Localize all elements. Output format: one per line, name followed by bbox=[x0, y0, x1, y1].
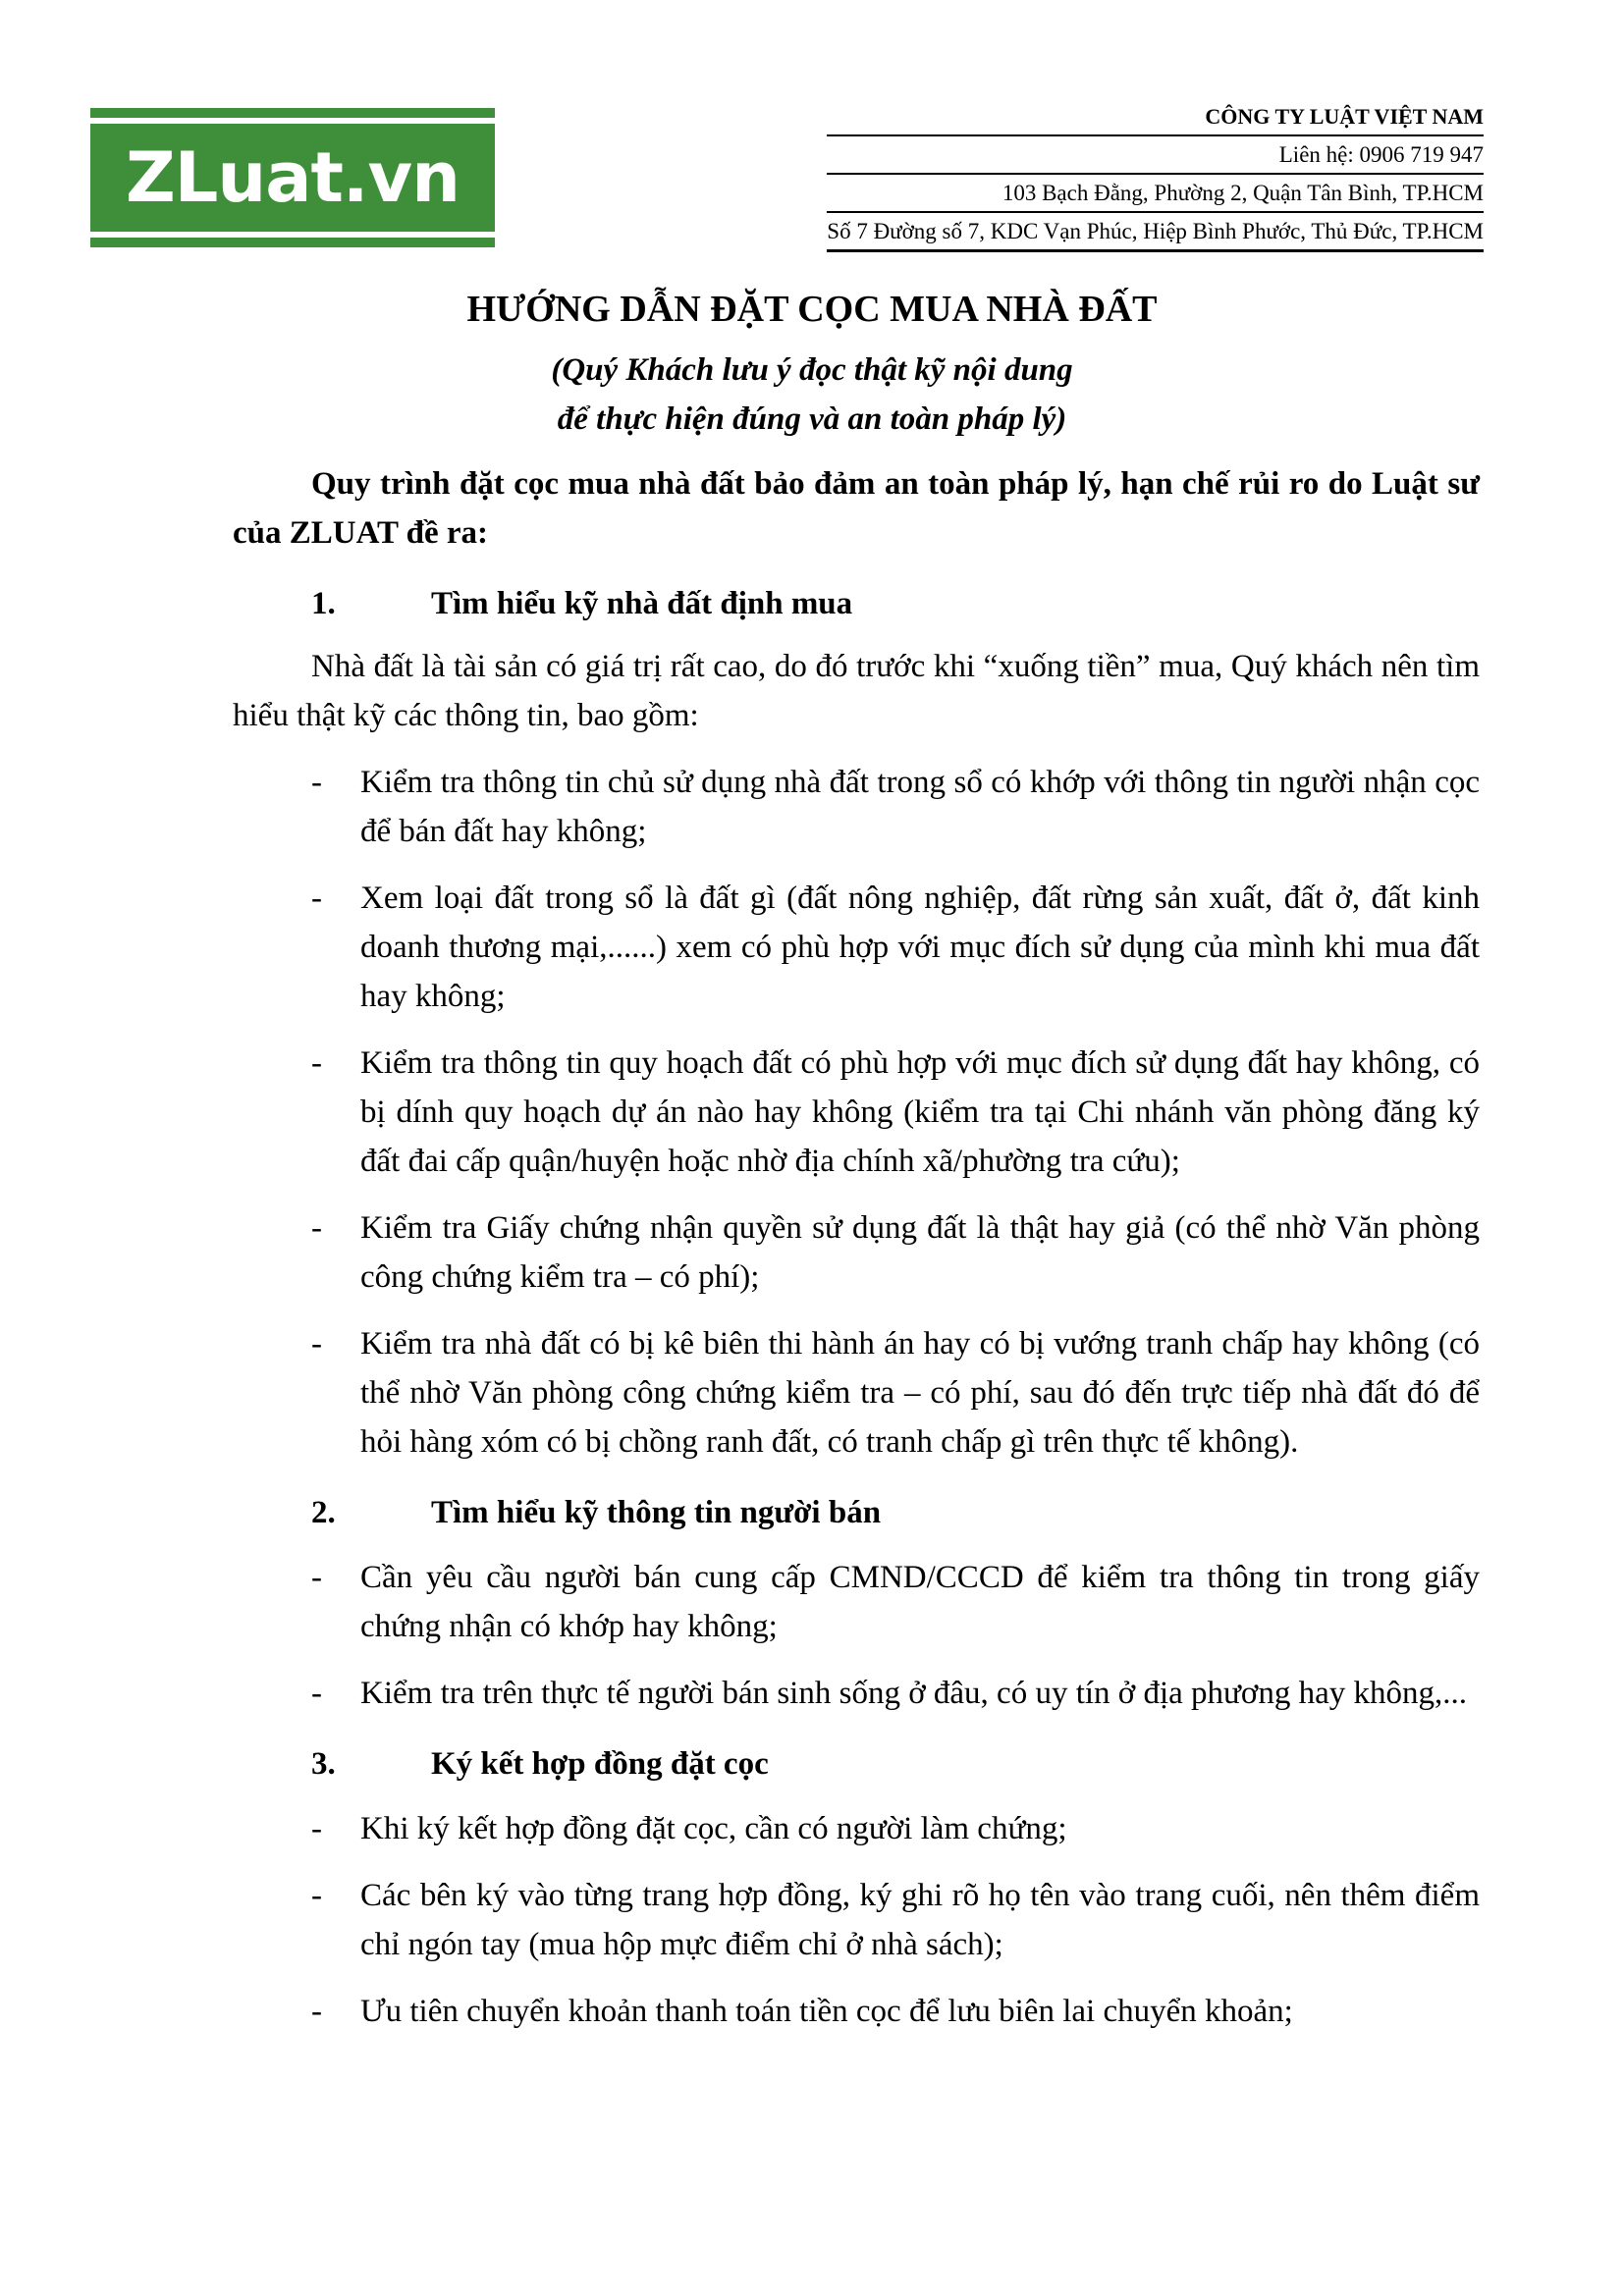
dash-bullet: - bbox=[311, 881, 322, 916]
list-item-text: Kiểm tra nhà đất có bị kê biên thi hành án hay có bị vướng tranh chấp hay không (có thể nhờ Văn phòng công chứng kiểm tra – có phí, sau đó đến trực tiếp nhà đất đó để hỏi hàng xóm có bị chồng ranh đất, có tranh chấp gì trên thực tế không). bbox=[360, 1326, 1480, 1460]
section-number: 1. bbox=[311, 586, 336, 621]
dash-bullet: - bbox=[311, 1210, 322, 1246]
list-item bbox=[233, 1871, 1480, 1969]
company-name: CÔNG TY LUẬT VIỆT NAM bbox=[827, 98, 1484, 136]
section-title: Ký kết hợp đồng đặt cọc bbox=[431, 1746, 769, 1782]
list-item-text: Kiểm tra Giấy chứng nhận quyền sử dụng đất là thật hay giả (có thể nhờ Văn phòng công chứng kiểm tra – có phí); bbox=[360, 1210, 1480, 1295]
list-item-text: Xem loại đất trong sổ là đất gì (đất nông nghiệp, đất rừng sản xuất, đất ở, đất kinh doanh thương mại,......) xem có phù hợp với mục đích sử dụng của mình khi mua đất hay không; bbox=[360, 881, 1480, 1014]
section-paragraph: Nhà đất là tài sản có giá trị rất cao, do đó trước khi “xuống tiền” mua, Quý khách nên tìm hiểu thật kỹ các thông tin, bao gồm: bbox=[233, 649, 1480, 733]
document-body bbox=[233, 459, 1480, 2036]
list-item bbox=[233, 1039, 1480, 1186]
section-heading bbox=[233, 579, 1480, 628]
list-item-text: Kiểm tra thông tin quy hoạch đất có phù hợp với mục đích sử dụng đất hay không, có bị dính quy hoạch dự án nào hay không (kiểm tra tại Chi nhánh văn phòng đăng ký đất đai cấp quận/huyện hoặc nhờ địa chính xã/phường tra cứu); bbox=[360, 1045, 1480, 1179]
dash-bullet: - bbox=[311, 1676, 322, 1711]
dash-bullet: - bbox=[311, 765, 322, 800]
dash-bullet: - bbox=[311, 1045, 322, 1081]
list-item bbox=[233, 758, 1480, 856]
list-item bbox=[233, 1669, 1480, 1718]
section-heading bbox=[233, 1488, 1480, 1537]
section-title: Tìm hiểu kỹ nhà đất định mua bbox=[431, 586, 853, 621]
company-logo bbox=[90, 108, 495, 247]
list-item-text: Khi ký kết hợp đồng đặt cọc, cần có người làm chứng; bbox=[360, 1811, 1067, 1846]
list-item bbox=[233, 1804, 1480, 1853]
dash-bullet: - bbox=[311, 1560, 322, 1595]
dash-bullet: - bbox=[311, 1994, 322, 2029]
company-address-1: 103 Bạch Đằng, Phường 2, Quận Tân Bình, TP.HCM bbox=[827, 175, 1484, 213]
section-heading bbox=[233, 1739, 1480, 1789]
intro-paragraph: Quy trình đặt cọc mua nhà đất bảo đảm an toàn pháp lý, hạn chế rủi ro do Luật sư của ZLUAT đề ra: bbox=[233, 466, 1480, 551]
dash-bullet: - bbox=[311, 1878, 322, 1913]
list-item-text: Kiểm tra thông tin chủ sử dụng nhà đất trong sổ có khớp với thông tin người nhận cọc để bán đất hay không; bbox=[360, 765, 1480, 849]
list-item bbox=[233, 1553, 1480, 1651]
subtitle-line-2: để thực hiện đúng và an toàn pháp lý) bbox=[557, 401, 1067, 437]
list-item bbox=[233, 1987, 1480, 2036]
company-contact: Liên hệ: 0906 719 947 bbox=[827, 136, 1484, 175]
list-item bbox=[233, 874, 1480, 1021]
document-subtitle bbox=[0, 346, 1624, 444]
section-number: 3. bbox=[311, 1746, 336, 1782]
list-item-text: Kiểm tra trên thực tế người bán sinh sống ở đâu, có uy tín ở địa phương hay không,... bbox=[360, 1676, 1468, 1711]
list-item bbox=[233, 1203, 1480, 1302]
subtitle-line-1: (Quý Khách lưu ý đọc thật kỹ nội dung bbox=[551, 352, 1073, 388]
list-item-text: Cần yêu cầu người bán cung cấp CMND/CCCD để kiểm tra thông tin trong giấy chứng nhận có khớp hay không; bbox=[360, 1560, 1480, 1644]
logo-text: ZLuat.vn bbox=[126, 137, 460, 218]
list-item bbox=[233, 1319, 1480, 1467]
company-address-2: Số 7 Đường số 7, KDC Vạn Phúc, Hiệp Bình Phước, Thủ Đức, TP.HCM bbox=[827, 213, 1484, 252]
section-number: 2. bbox=[311, 1495, 336, 1530]
list-item-text: Các bên ký vào từng trang hợp đồng, ký ghi rõ họ tên vào trang cuối, nên thêm điểm chỉ ngón tay (mua hộp mực điểm chỉ ở nhà sách); bbox=[360, 1878, 1480, 1962]
dash-bullet: - bbox=[311, 1811, 322, 1846]
document-title: HƯỚNG DẪN ĐẶT CỌC MUA NHÀ ĐẤT bbox=[466, 289, 1158, 330]
section-title: Tìm hiểu kỹ thông tin người bán bbox=[431, 1495, 882, 1530]
dash-bullet: - bbox=[311, 1326, 322, 1362]
company-info bbox=[827, 98, 1484, 252]
list-item-text: Ưu tiên chuyển khoản thanh toán tiền cọc để lưu biên lai chuyển khoản; bbox=[360, 1994, 1293, 2029]
